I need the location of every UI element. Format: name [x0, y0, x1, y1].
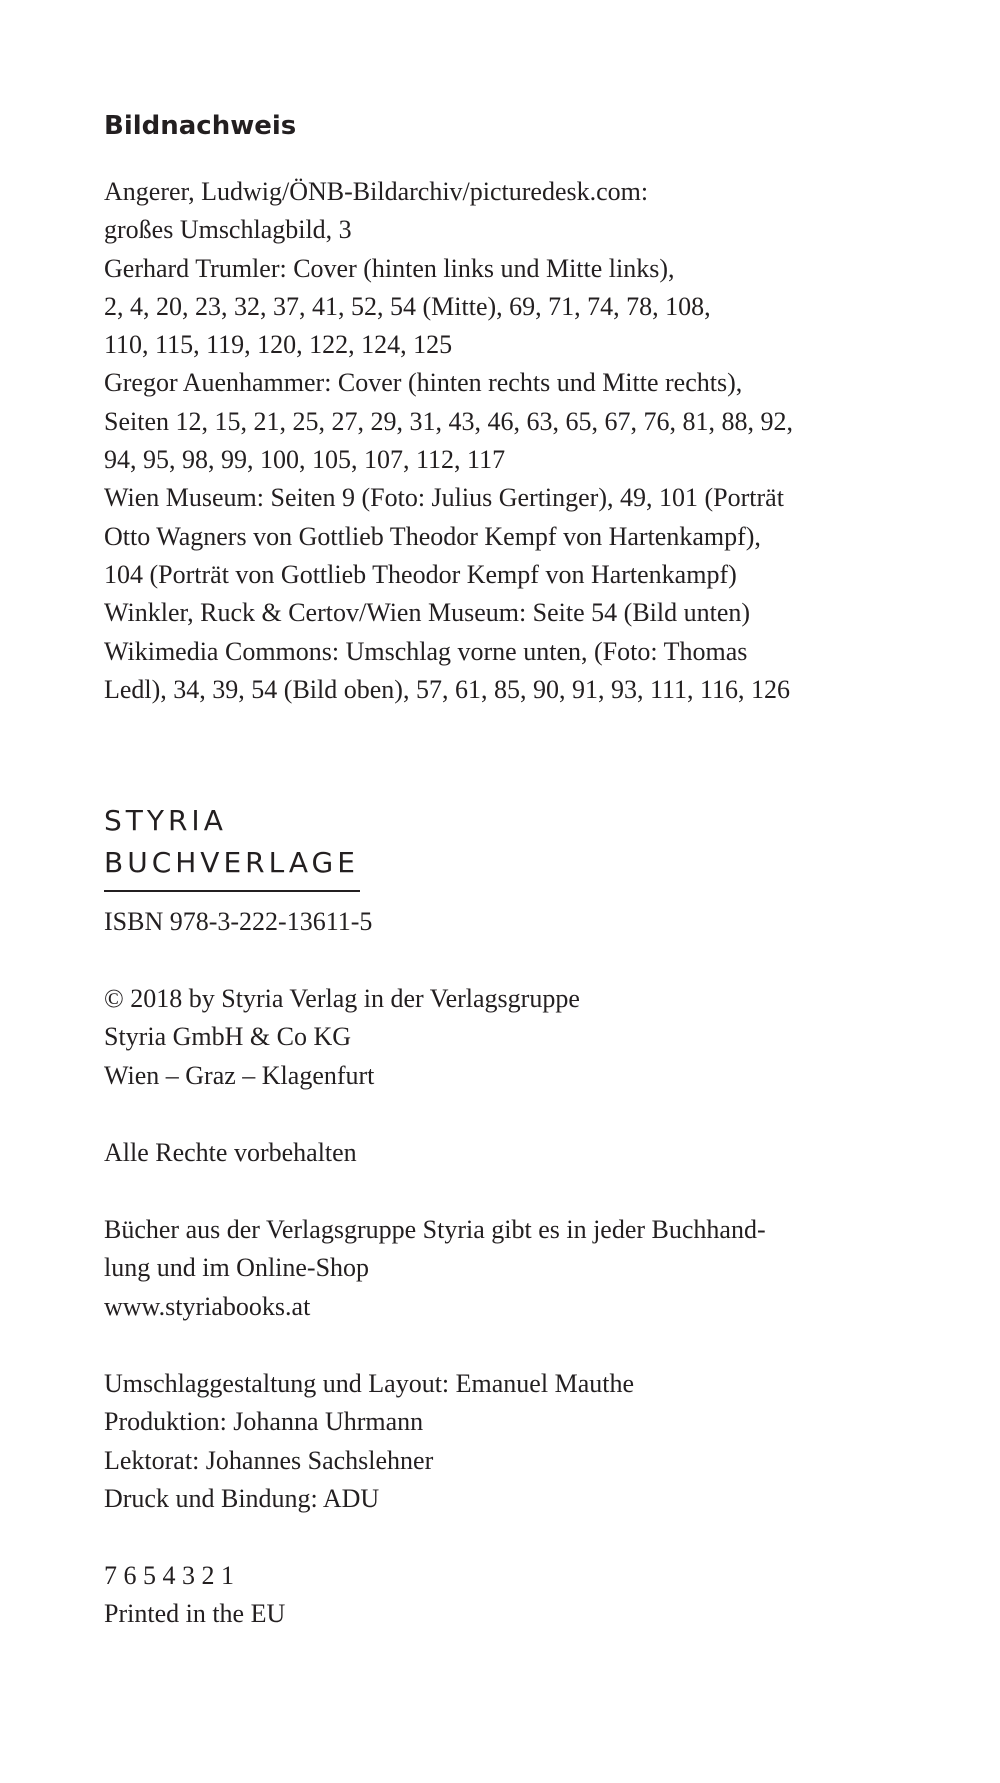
staff-block [104, 1365, 634, 1518]
credit-line: Otto Wagners von Gottlieb Theodor Kempf von Hartenkampf), [104, 521, 761, 551]
availability-block [104, 1211, 766, 1326]
credits-heading: Bildnachweis [104, 111, 297, 141]
print-info-block [104, 1557, 285, 1634]
credit-line: Winkler, Ruck & Certov/Wien Museum: Seite 54 (Bild unten) [104, 598, 751, 628]
credit-line: Gregor Auenhammer: Cover (hinten rechts und Mitte rechts), [104, 368, 743, 398]
credit-line: 2, 4, 20, 23, 32, 37, 41, 52, 54 (Mitte), 69, 71, 74, 78, 108, [104, 291, 711, 321]
printed-in-line: Printed in the EU [104, 1599, 286, 1629]
rights-line: Alle Rechte vorbehalten [104, 1138, 357, 1167]
credit-line: Gerhard Trumler: Cover (hinten links und Mitte links), [104, 253, 675, 283]
credit-line: 104 (Porträt von Gottlieb Theodor Kempf von Hartenkampf) [104, 559, 737, 589]
credit-line: Wikimedia Commons: Umschlag vorne unten, (Foto: Thomas [104, 636, 748, 666]
credit-line: Ledl), 34, 39, 54 (Bild oben), 57, 61, 85, 90, 91, 93, 111, 116, 126 [104, 674, 791, 704]
availability-line: Bücher aus der Verlagsgruppe Styria gibt es in jeder Buchhand- [104, 1215, 766, 1244]
staff-line: Produktion: Johanna Uhrmann [104, 1407, 424, 1437]
staff-line: Umschlaggestaltung und Layout: Emanuel Mauthe [104, 1369, 634, 1398]
availability-line: lung und im Online-Shop [104, 1253, 370, 1283]
credit-line: Seiten 12, 15, 21, 25, 27, 29, 31, 43, 46, 63, 65, 67, 76, 81, 88, 92, [104, 406, 793, 436]
credit-line: Angerer, Ludwig/ÖNB-Bildarchiv/picturedesk.com: [104, 177, 649, 206]
isbn-line: ISBN 978-3-222-13611-5 [104, 907, 373, 936]
logo-line-styria: STYRIA [104, 804, 227, 837]
copyright-block [104, 980, 580, 1095]
credits-list [104, 173, 793, 709]
publisher-logo [104, 800, 364, 892]
staff-line: Lektorat: Johannes Sachslehner [104, 1445, 434, 1475]
isbn-block [104, 903, 372, 941]
logo-underline [104, 890, 360, 892]
credit-line: 94, 95, 98, 99, 100, 105, 107, 112, 117 [104, 445, 506, 475]
print-run-line: 7 6 5 4 3 2 1 [104, 1561, 234, 1590]
credit-line: großes Umschlagbild, 3 [104, 215, 352, 245]
copyright-line: Styria GmbH & Co KG [104, 1022, 351, 1052]
copyright-line: Wien – Graz – Klagenfurt [104, 1060, 375, 1090]
rights-block [104, 1134, 357, 1172]
logo-line-buchverlage: BUCHVERLAGE [104, 846, 359, 879]
credit-line: Wien Museum: Seiten 9 (Foto: Julius Gertinger), 49, 101 (Porträt [104, 483, 784, 513]
staff-line: Druck und Bindung: ADU [104, 1483, 380, 1513]
copyright-line: © 2018 by Styria Verlag in der Verlagsgruppe [104, 984, 580, 1013]
website-line: www.styriabooks.at [104, 1291, 311, 1321]
credit-line: 110, 115, 119, 120, 122, 124, 125 [104, 330, 453, 360]
